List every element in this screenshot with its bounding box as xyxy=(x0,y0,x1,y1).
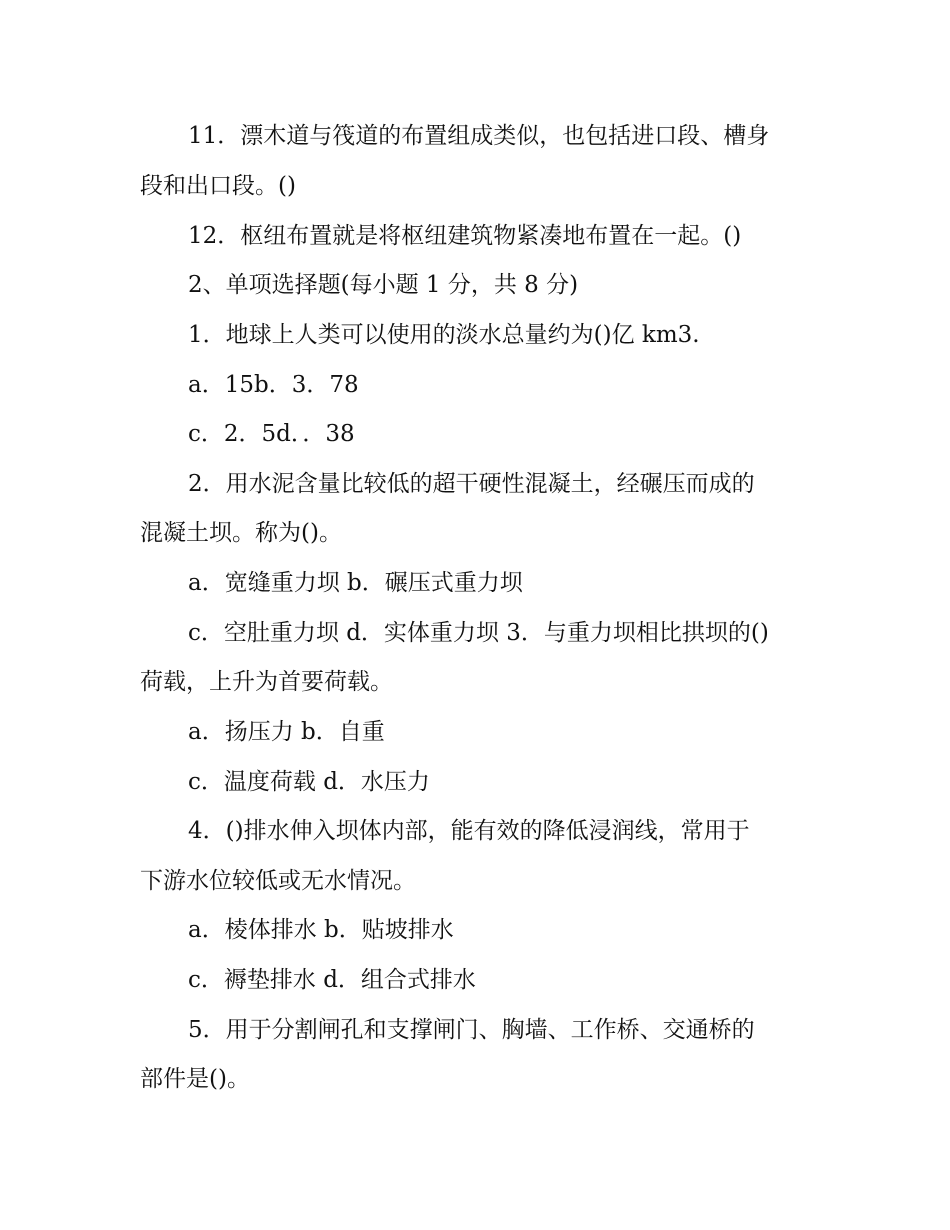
question-11-line-2: 段和出口段。() xyxy=(140,173,296,199)
mc-question-3-line-2: 荷载，上升为首要荷载。 xyxy=(140,669,393,695)
mc-question-5-line-1: 5．用于分割闸孔和支撑闸门、胸墙、工作桥、交通桥的 xyxy=(188,1017,755,1043)
mc-question-4-line-1: 4．()排水伸入坝体内部，能有效的降低浸润线，常用于 xyxy=(188,818,750,844)
mc-question-5-line-2: 部件是()。 xyxy=(140,1066,250,1092)
mc-question-1-options-ab: a．15b．3．78 xyxy=(188,372,359,398)
mc-question-1-options-cd: c．2．5d．．38 xyxy=(188,421,355,447)
mc-question-2-options-ab: a．宽缝重力坝 b．碾压式重力坝 xyxy=(188,570,523,596)
mc-question-4-options-cd: c．褥垫排水 d．组合式排水 xyxy=(188,967,476,993)
mc-question-3-options-cd: c．温度荷载 d．水压力 xyxy=(188,769,430,795)
mc-question-3-options-ab: a．扬压力 b．自重 xyxy=(188,719,385,745)
mc-question-2-line-1: 2．用水泥含量比较低的超干硬性混凝土，经碾压而成的 xyxy=(188,471,755,497)
section-heading: 2、单项选择题(每小题 1 分，共 8 分) xyxy=(188,272,579,298)
mc-question-4-options-ab: a．棱体排水 b．贴坡排水 xyxy=(188,917,454,943)
mc-question-1: 1．地球上人类可以使用的淡水总量约为()亿 km3. xyxy=(188,322,700,348)
mc-question-4-line-2: 下游水位较低或无水情况。 xyxy=(140,868,416,894)
question-12: 12．枢纽布置就是将枢纽建筑物紧凑地布置在一起。() xyxy=(188,223,742,249)
mc-question-2-line-2: 混凝土坝。称为()。 xyxy=(140,520,342,546)
question-11-line-1: 11．漂木道与筏道的布置组成类似，也包括进口段、槽身 xyxy=(188,123,770,149)
mc-question-2-options-cd-and-question-3: c．空肚重力坝 d．实体重力坝 3．与重力坝相比拱坝的() xyxy=(188,620,769,646)
